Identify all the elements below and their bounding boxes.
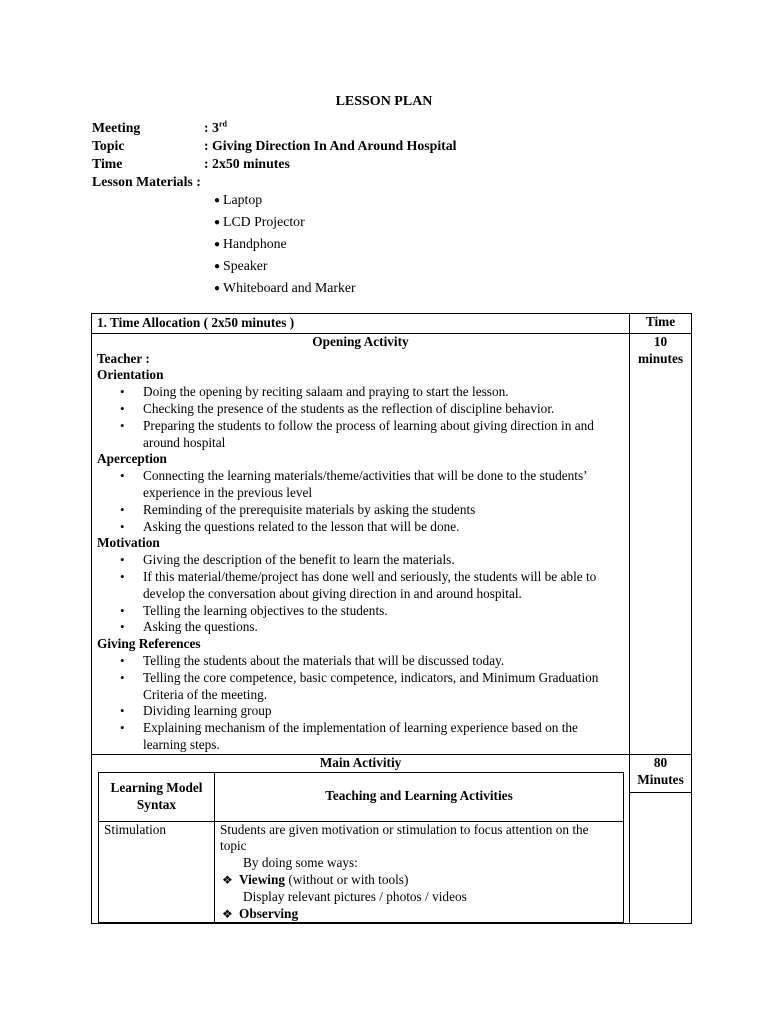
time-allocation-header: 1. Time Allocation ( 2x50 minutes ) (92, 314, 630, 334)
time-label: Time (92, 156, 123, 171)
main-time-value: 80 (653, 754, 668, 770)
opening-activity-row (92, 333, 692, 754)
syntax-column-header: Learning Model Syntax (99, 772, 215, 821)
diamond-bullet-icon: ❖ (222, 906, 233, 921)
time-allocation-table (91, 313, 692, 924)
syntax-header-row (99, 772, 624, 821)
page-title: LESSON PLAN (335, 94, 433, 109)
bullet-icon: ● (214, 195, 221, 206)
meeting-value: : 3rd (204, 119, 227, 135)
list-item: • Connecting the learning materials/theme/activities that will be done to the students’ experience in the previous level (143, 468, 624, 502)
aperception-list (97, 468, 624, 535)
bullet-icon: ● (214, 239, 221, 250)
material-item: ● LCD Projector (214, 214, 305, 229)
motivation-list (97, 552, 624, 636)
viewing-item: ❖ Viewing (without or with tools) (222, 871, 409, 887)
section-heading-motivation: Motivation (97, 535, 160, 551)
topic-label: Topic (92, 138, 125, 153)
list-item: • Telling the learning objectives to the students. (143, 603, 624, 620)
opening-activity-title: Opening Activity (312, 333, 409, 349)
main-activity-cell (92, 754, 630, 924)
stimulation-activities (215, 821, 624, 923)
material-item: ● Handphone (214, 236, 287, 251)
opening-activity-cell (92, 333, 630, 754)
meeting-label: Meeting (92, 120, 141, 135)
opening-time-unit: minutes (637, 350, 684, 366)
topic-value: : Giving Direction In And Around Hospital (204, 138, 457, 153)
table-row (99, 821, 624, 923)
list-item: • Dividing learning group (143, 703, 624, 720)
stimulation-ways: By doing some ways: (243, 855, 358, 871)
material-item: ● Whiteboard and Marker (214, 280, 356, 295)
activities-column-header: Teaching and Learning Activities (215, 772, 624, 821)
bullet-icon: ● (214, 283, 221, 294)
list-item: • Telling the students about the materials that will be discussed today. (143, 653, 624, 670)
time-column-header: Time (630, 314, 692, 334)
list-item: • Checking the presence of the students as the reflection of discipline behavior. (143, 401, 624, 418)
list-item: • Reminding of the prerequisite materials by asking the students (143, 502, 624, 519)
table-header-row (92, 314, 692, 334)
list-item: • If this material/theme/project has done well and seriously, the students will be able to develop the conversation about giving direction in and around hospital. (143, 569, 624, 603)
giving-references-list (97, 653, 624, 754)
list-item: • Asking the questions. (143, 619, 624, 636)
display-line: Display relevant pictures / photos / videos (243, 888, 467, 904)
list-item: • Preparing the students to follow the process of learning about giving direction in and around hospital (143, 418, 624, 452)
material-item: ● Laptop (214, 192, 263, 207)
observing-item: ❖ Observing (222, 905, 299, 921)
teacher-label: Teacher : (97, 350, 150, 366)
opening-time-cell (630, 333, 692, 754)
main-time-cell (630, 754, 692, 924)
main-activity-title: Main Activitiy (319, 754, 402, 770)
materials-label: Lesson Materials : (92, 174, 201, 189)
main-activity-row (92, 754, 692, 924)
list-item: • Explaining mechanism of the implementation of learning experience based on the learning steps. (143, 720, 624, 754)
opening-time-value: 10 (653, 333, 668, 349)
syntax-table (98, 772, 624, 924)
section-heading-orientation: Orientation (97, 367, 164, 383)
list-item: • Giving the description of the benefit to learn the materials. (143, 552, 624, 569)
material-item: ● Speaker (214, 258, 268, 273)
list-item: • Asking the questions related to the lesson that will be done. (143, 519, 624, 536)
section-heading-giving-references: Giving References (97, 636, 201, 652)
section-heading-aperception: Aperception (97, 451, 167, 467)
main-time-unit: Minutes (637, 771, 684, 787)
orientation-list (97, 384, 624, 451)
time-value: : 2x50 minutes (204, 156, 290, 171)
list-item: • Telling the core competence, basic competence, indicators, and Minimum Graduation Criteria of the meeting. (143, 670, 624, 704)
list-item: • Doing the opening by reciting salaam and praying to start the lesson. (143, 384, 624, 401)
bullet-icon: ● (214, 261, 221, 272)
materials-list (214, 192, 356, 302)
diamond-bullet-icon: ❖ (222, 872, 233, 887)
time-inner-box (630, 792, 691, 897)
stimulation-line: Students are given motivation or stimulation to focus attention on the topic (220, 821, 589, 854)
stimulation-label: Stimulation (99, 821, 215, 923)
bullet-icon: ● (214, 217, 221, 228)
